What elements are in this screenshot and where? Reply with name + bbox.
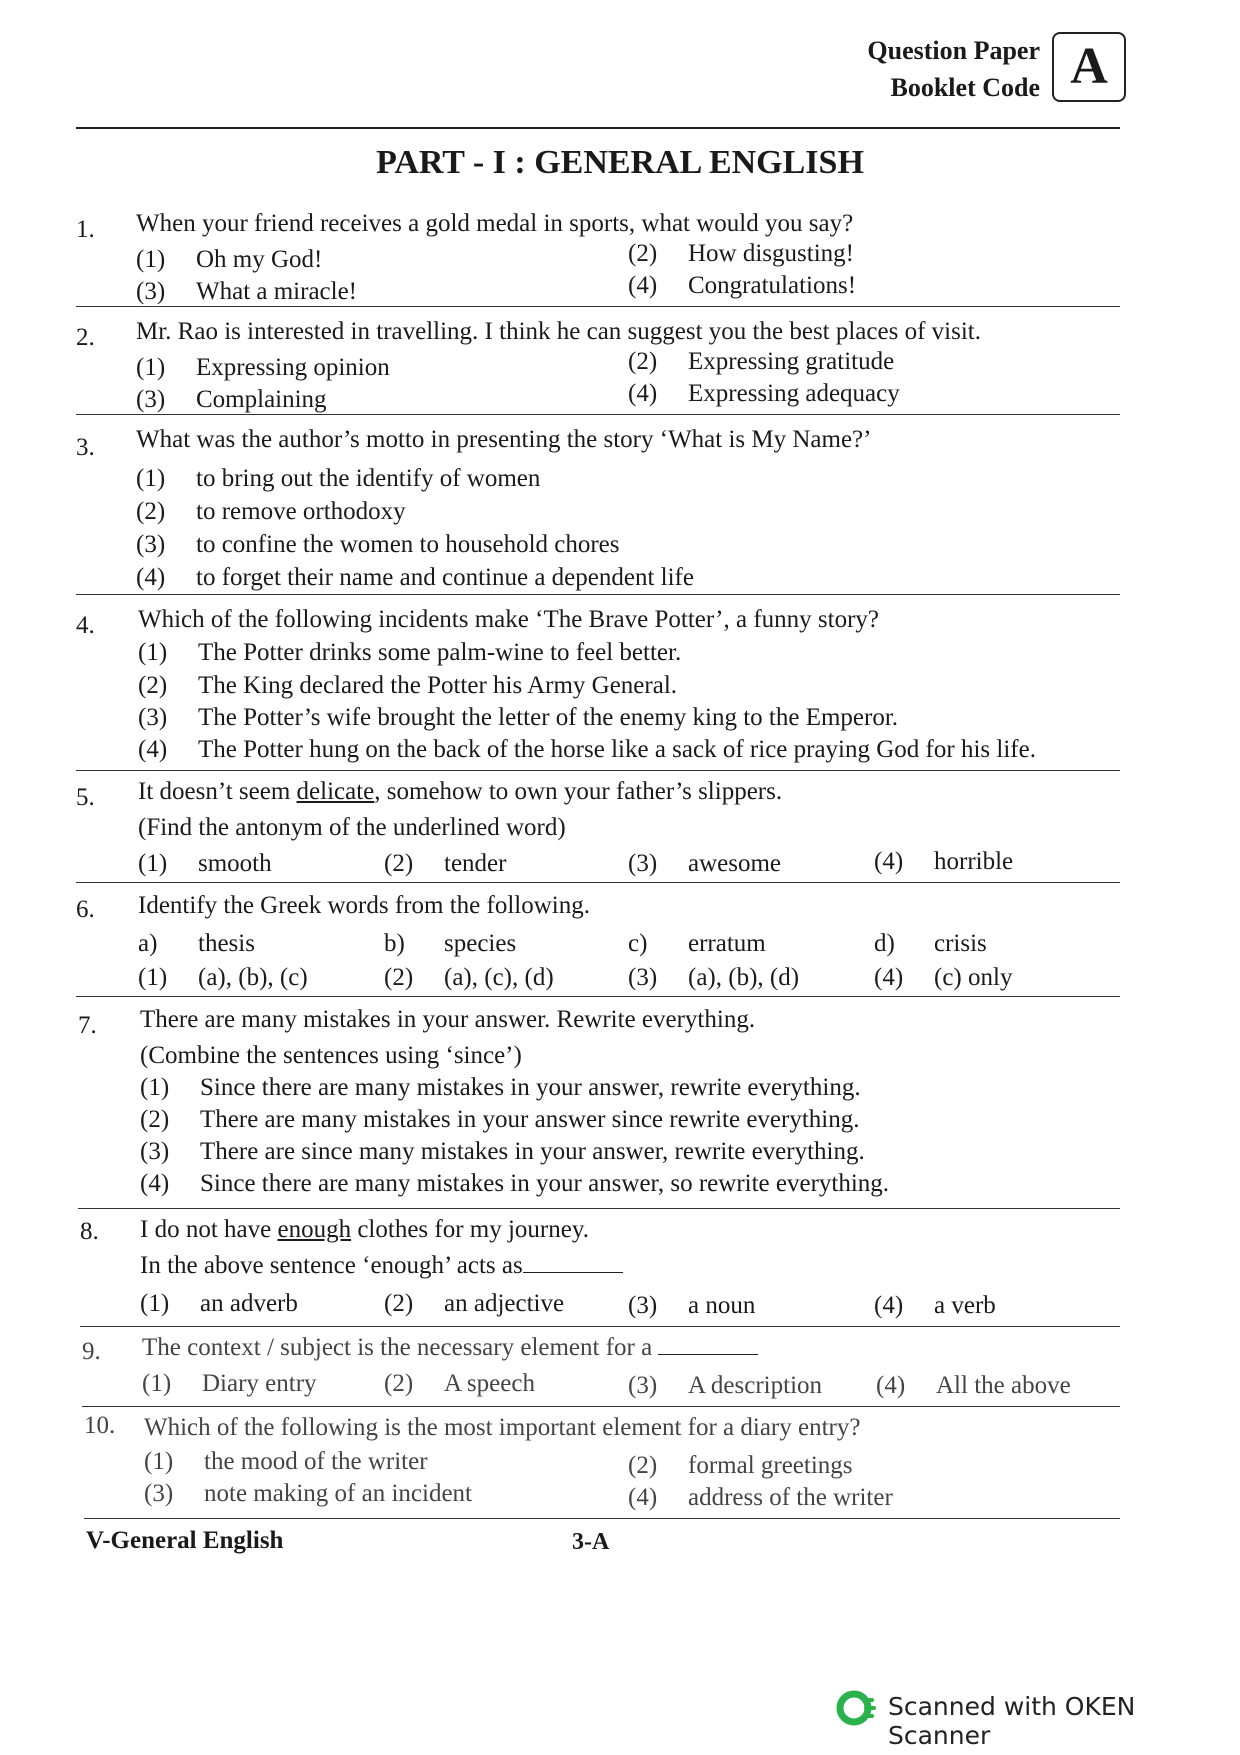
question-divider [84,1518,1120,1519]
question-text: I do not have enough clothes for my journey. [140,1216,589,1243]
question-divider [82,1406,1120,1407]
question-number: 8. [80,1218,99,1245]
exam-page: Question Paper Booklet Code A PART - I : GENERAL ENGLISH 1. When your friend receives a gold medal in sports, what would you say? (1) Oh my God! (2) How disgusting! (3) What a miracle! (4) Congratulations! 2. Mr. Rao is interested in travelling. I think he can suggest you the best places of visit. (1) Expressing opinion (2) Expressing gratitude (3) Complaining (4) Expressing adequacy 3. What was the author’s motto in presenting the story ‘What is My Name?’ (1) to bring out the identify of women (2) to remove orthodoxy (3) to confine the women to household chores (4) to forget their name and continue a dependent life 4. Which of the following incidents make ‘The Brave Potter’, a funny story? (1) The Potter drinks some palm-wine to feel better. (2) The King declared the Potter his Army General. (3) The Potter’s wife brought the letter of the enemy king to the Emperor. (4) The Potter hung on the back of the horse like a sack of rice praying God for his life. 5. It doesn’t seem delicate, somehow to own your father’s slippers. (Find the antonym of the underlined word) (1) smooth (2) tender (3) awesome (4) horrible 6. Identify the Greek words from the following. a) thesis b) species c) erratum d) crisis (1) (a), (b), (c) (2) (a), (c), (d) (3) (a), (b), (d) (4) (c) only 7. There are many mistakes in your answer. Rewrite everything. (Combine the sentences using ‘since’) (1) Since there are many mistakes in your answer, rewrite everything. (2) There are many mistakes in your answer since rewrite everything. (3) There are since many mistakes in your answer, rewrite everything. (4) Since there are many mistakes in your answer, so rewrite everything. 8. I do not have enough clothes for my journey. In the above sentence ‘enough’ acts as (1) an adverb (2) an adjective (3) a noun (4) a verb 9. The context / subject is the necessary element for a (1) Diary entry (2) A speech (3) A description (4) All the above 10. Which of the following is the most important element for a diary entry? (1) the mood of the writer (2) formal greetings (3) note making of an incident (4) address of the writer V-General English 3-A Scanned with OKEN Scanner [0,0,1240,1755]
question-instruction: (Find the antonym of the underlined word) [138,814,566,841]
booklet-label [840,32,1040,106]
question-number: 7. [78,1012,97,1039]
oken-scanner-logo-icon [836,1688,876,1728]
answer-blank [523,1252,623,1273]
booklet-label-line2: Booklet Code [890,73,1040,102]
underlined-word: enough [277,1216,352,1243]
question-text: Identify the Greek words from the following. [138,892,590,919]
underlined-word: delicate [296,778,375,805]
scanner-watermark [836,1686,1236,1750]
question-divider [76,306,1120,307]
question-number: 1. [76,216,95,243]
question-text: Which of the following incidents make ‘The Brave Potter’, a funny story? [138,606,879,633]
question-number: 3. [76,434,95,461]
question-number: 9. [82,1338,101,1365]
question-text: What was the author’s motto in presenting the story ‘What is My Name?’ [136,426,872,453]
question-number: 5. [76,784,95,811]
question-instruction: (Combine the sentences using ‘since’) [140,1042,522,1069]
question-text: The context / subject is the necessary element for a [142,1332,758,1364]
question-divider [76,594,1120,595]
question-number: 2. [76,324,95,351]
question-text: There are many mistakes in your answer. Rewrite everything. [140,1006,756,1033]
question-divider [76,770,1120,771]
question-number: 6. [76,896,95,923]
booklet-code-block [840,32,1130,112]
booklet-label-line1: Question Paper [867,36,1040,65]
answer-blank [658,1334,758,1355]
page-number: 3-A [572,1529,610,1555]
question-number: 4. [76,612,95,639]
question-instruction: In the above sentence ‘enough’ acts as [140,1250,623,1282]
question-divider [76,414,1120,415]
question-divider [78,1208,1120,1209]
question-number: 10. [84,1412,116,1439]
question-divider [80,1326,1120,1327]
part-title: PART - I : GENERAL ENGLISH [376,144,864,181]
scanner-text: Scanned with OKEN Scanner [888,1692,1136,1750]
header-divider [76,127,1120,129]
booklet-code-box: A [1052,32,1126,102]
question-divider [76,996,1120,997]
question-text: It doesn’t seem delicate, somehow to own your father’s slippers. [138,778,783,805]
question-divider [76,882,1120,883]
question-text: When your friend receives a gold medal in sports, what would you say? [136,210,854,237]
question-text: Mr. Rao is interested in travelling. I think he can suggest you the best places of visit. [136,318,981,345]
subject-footer: V-General English [86,1527,284,1554]
question-text: Which of the following is the most important element for a diary entry? [144,1414,861,1441]
